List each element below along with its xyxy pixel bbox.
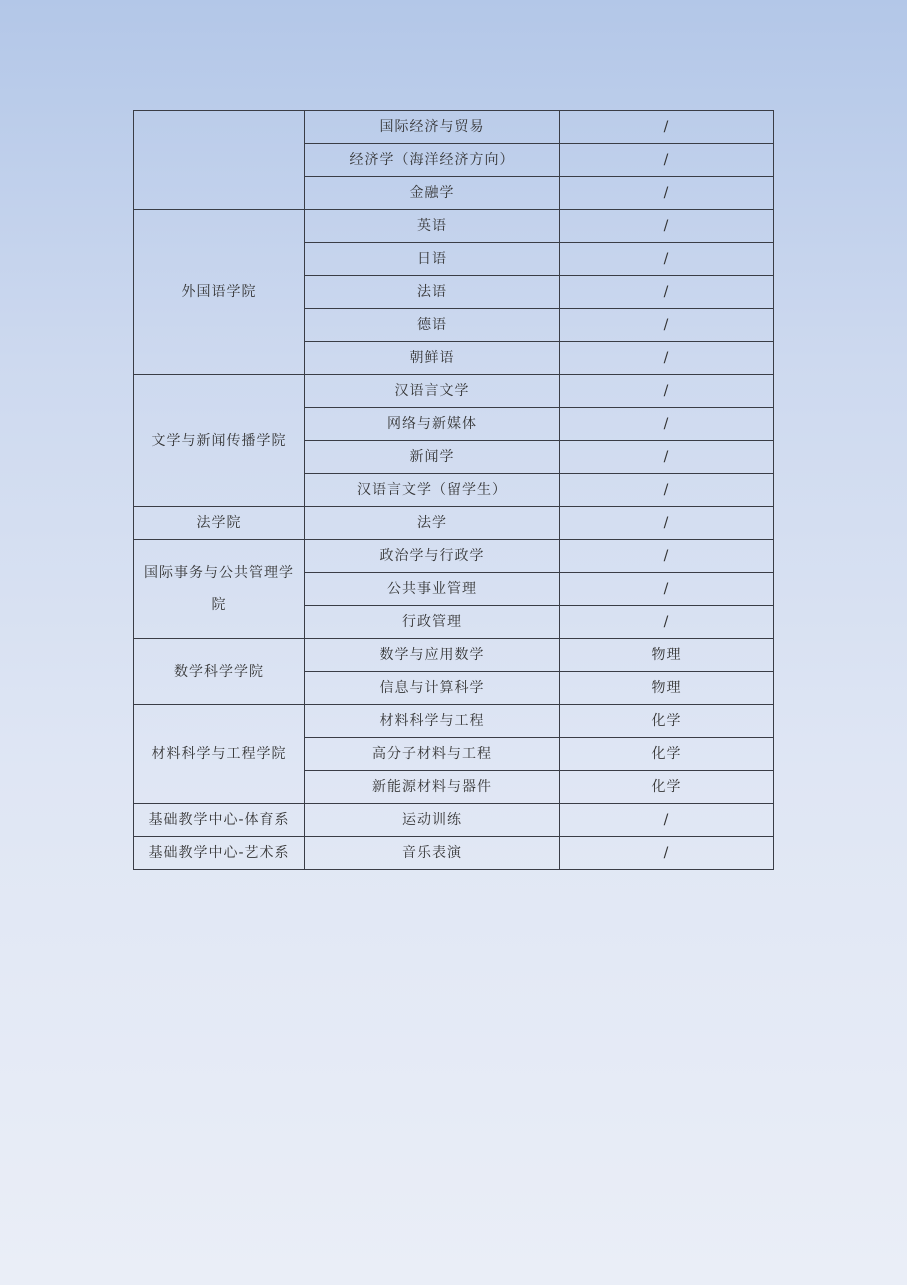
- college-cell: 基础教学中心-体育系: [134, 804, 305, 837]
- table-row: [134, 210, 774, 243]
- major-cell: 数学与应用数学: [305, 639, 560, 672]
- subject-requirement-cell: /: [560, 474, 774, 507]
- table-row: [134, 111, 774, 144]
- subject-requirement-cell: /: [560, 507, 774, 540]
- major-cell: 网络与新媒体: [305, 408, 560, 441]
- subject-requirement-cell: /: [560, 573, 774, 606]
- subject-requirement-cell: 物理: [560, 639, 774, 672]
- major-cell: 汉语言文学: [305, 375, 560, 408]
- major-cell: 音乐表演: [305, 837, 560, 870]
- subject-requirement-cell: 化学: [560, 771, 774, 804]
- major-cell: 国际经济与贸易: [305, 111, 560, 144]
- subject-requirement-cell: /: [560, 177, 774, 210]
- college-cell: [134, 111, 305, 210]
- major-cell: 运动训练: [305, 804, 560, 837]
- majors-table-body: [134, 111, 774, 870]
- subject-requirement-cell: /: [560, 606, 774, 639]
- major-cell: 新能源材料与器件: [305, 771, 560, 804]
- subject-requirement-cell: /: [560, 111, 774, 144]
- major-cell: 法学: [305, 507, 560, 540]
- major-cell: 政治学与行政学: [305, 540, 560, 573]
- table-row: [134, 540, 774, 573]
- table-row: [134, 375, 774, 408]
- subject-requirement-cell: /: [560, 540, 774, 573]
- college-cell: 法学院: [134, 507, 305, 540]
- table-row: [134, 804, 774, 837]
- major-cell: 经济学（海洋经济方向）: [305, 144, 560, 177]
- college-cell: 材料科学与工程学院: [134, 705, 305, 804]
- subject-requirement-cell: /: [560, 276, 774, 309]
- subject-requirement-cell: /: [560, 144, 774, 177]
- subject-requirement-cell: /: [560, 441, 774, 474]
- major-cell: 信息与计算科学: [305, 672, 560, 705]
- subject-requirement-cell: /: [560, 342, 774, 375]
- subject-requirement-cell: /: [560, 804, 774, 837]
- major-cell: 新闻学: [305, 441, 560, 474]
- college-cell: 数学科学学院: [134, 639, 305, 705]
- major-cell: 行政管理: [305, 606, 560, 639]
- subject-requirement-cell: /: [560, 375, 774, 408]
- major-cell: 公共事业管理: [305, 573, 560, 606]
- subject-requirement-cell: /: [560, 243, 774, 276]
- table-row: [134, 837, 774, 870]
- college-cell: 基础教学中心-艺术系: [134, 837, 305, 870]
- major-cell: 英语: [305, 210, 560, 243]
- subject-requirement-cell: 化学: [560, 738, 774, 771]
- subject-requirement-cell: /: [560, 408, 774, 441]
- table-row: [134, 507, 774, 540]
- major-cell: 朝鲜语: [305, 342, 560, 375]
- college-cell: 文学与新闻传播学院: [134, 375, 305, 507]
- subject-requirement-cell: /: [560, 210, 774, 243]
- majors-table: [133, 110, 774, 870]
- major-cell: 法语: [305, 276, 560, 309]
- major-cell: 高分子材料与工程: [305, 738, 560, 771]
- major-cell: 金融学: [305, 177, 560, 210]
- subject-requirement-cell: 物理: [560, 672, 774, 705]
- subject-requirement-cell: /: [560, 837, 774, 870]
- college-cell: 国际事务与公共管理学院: [134, 540, 305, 639]
- major-cell: 汉语言文学（留学生）: [305, 474, 560, 507]
- table-row: [134, 639, 774, 672]
- major-cell: 材料科学与工程: [305, 705, 560, 738]
- college-cell: 外国语学院: [134, 210, 305, 375]
- subject-requirement-cell: 化学: [560, 705, 774, 738]
- major-cell: 德语: [305, 309, 560, 342]
- major-cell: 日语: [305, 243, 560, 276]
- table-row: [134, 705, 774, 738]
- subject-requirement-cell: /: [560, 309, 774, 342]
